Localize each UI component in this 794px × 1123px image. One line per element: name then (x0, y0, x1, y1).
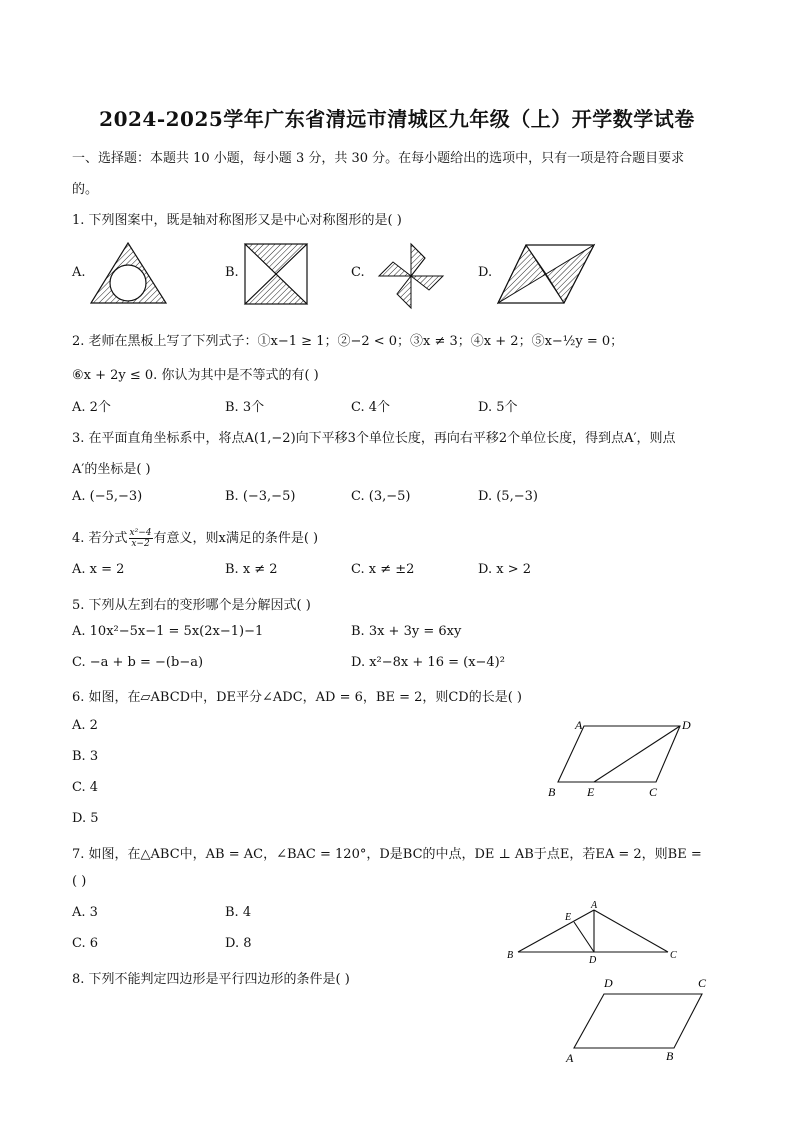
q8-label-c: C (698, 976, 707, 990)
q7-label-b: B (507, 950, 514, 961)
q3-option-a: A. (−5,−3) (72, 489, 143, 504)
q1-stem: 1. 下列图案中，既是轴对称图形又是中心对称图形的是( ) (72, 213, 402, 228)
q6-label-b: B (548, 785, 556, 799)
q3-line2: A′的坐标是( ) (72, 462, 151, 477)
q6-parallelogram-figure (540, 712, 710, 802)
q1-figure-d (496, 243, 596, 305)
q1-figure-a (88, 240, 170, 306)
q1-figure-b (243, 242, 309, 306)
q7-line2: ( ) (72, 874, 87, 889)
q6-option-c: C. 4 (72, 780, 99, 795)
q7-label-d: D (589, 955, 597, 966)
q5-option-b: B. 3x + 3y = 6xy (351, 624, 462, 639)
q3-option-c: C. (3,−5) (351, 489, 411, 504)
q4-option-b: B. x ≠ 2 (225, 562, 278, 577)
q7-label-a: A (591, 900, 598, 911)
q6-option-a: A. 2 (72, 718, 98, 733)
q7-option-d: D. 8 (225, 936, 252, 951)
q4-option-a: A. x = 2 (72, 562, 125, 577)
q6-label-a: A (575, 718, 583, 732)
q3-line1: 3. 在平面直角坐标系中，将点A(1,−2)向下平移3个单位长度，再向右平移2个单位长度，得到点A′，则点 (72, 431, 676, 446)
q5-option-a: A. 10x²−5x−1 = 5x(2x−1)−1 (72, 624, 264, 639)
q7-label-e: E (565, 912, 572, 923)
q2-line2: ⑥x + 2y ≤ 0. 你认为其中是不等式的有( ) (72, 368, 319, 383)
q5-option-c: C. −a + b = −(b−a) (72, 655, 204, 670)
q4-denominator: x−2 (131, 539, 150, 549)
q7-triangle-figure (502, 896, 687, 966)
q4-option-c: C. x ≠ ±2 (351, 562, 415, 577)
q2-option-d: D. 5个 (478, 400, 518, 415)
q6-label-e: E (587, 785, 595, 799)
q7-option-a: A. 3 (72, 905, 98, 920)
q6-option-d: D. 5 (72, 811, 99, 826)
q6-label-c: C (649, 785, 658, 799)
q8-parallelogram-figure (560, 972, 720, 1067)
section-instructions-line1: 一、选择题：本题共 10 小题，每小题 3 分，共 30 分。在每小题给出的选项中，只有一项是符合题目要求 (72, 151, 685, 166)
q4-suffix: 有意义，则x满足的条件是( ) (153, 531, 319, 546)
q7-line1: 7. 如图，在△ABC中，AB = AC，∠BAC = 120°，D是BC的中点，DE ⊥ AB于点E，若EA = 2，则BE = (72, 847, 702, 862)
q8-stem: 8. 下列不能判定四边形是平行四边形的条件是( ) (72, 972, 350, 987)
q1-option-b: B. (225, 265, 239, 280)
q1-option-c: C. (351, 265, 365, 280)
q4-option-d: D. x > 2 (478, 562, 531, 577)
q8-label-a: A (566, 1051, 574, 1065)
q4-prefix: 4. 若分式 (72, 531, 128, 546)
q7-option-c: C. 6 (72, 936, 99, 951)
q6-label-d: D (682, 718, 691, 732)
q1-figure-c (371, 236, 451, 316)
q4-stem (72, 527, 318, 549)
page-title: 2024-2025学年广东省清远市清城区九年级（上）开学数学试卷 (99, 107, 695, 131)
q7-label-c: C (670, 950, 677, 961)
q3-option-b: B. (−3,−5) (225, 489, 296, 504)
q5-stem: 5. 下列从左到右的变形哪个是分解因式( ) (72, 598, 311, 613)
q2-option-b: B. 3个 (225, 400, 265, 415)
q2-option-c: C. 4个 (351, 400, 391, 415)
q8-label-b: B (666, 1049, 674, 1063)
q2-line1: 2. 老师在黑板上写了下列式子：①x−1 ≥ 1；②−2 < 0；③x ≠ 3；④x + 2；⑤x−½y = 0； (72, 334, 624, 349)
q1-option-d: D. (478, 265, 493, 280)
q7-option-b: B. 4 (225, 905, 252, 920)
q2-option-a: A. 2个 (72, 400, 111, 415)
q4-numerator: x²−4 (129, 528, 152, 538)
q6-stem: 6. 如图，在▱ABCD中，DE平分∠ADC，AD = 6，BE = 2，则CD的长是( ) (72, 690, 523, 705)
section-instructions-line2: 的。 (72, 182, 99, 197)
q6-option-b: B. 3 (72, 749, 99, 764)
q4-fraction (129, 528, 153, 549)
q5-option-d: D. x²−8x + 16 = (x−4)² (351, 655, 505, 670)
q1-option-a: A. (72, 265, 86, 280)
q8-label-d: D (604, 976, 613, 990)
q3-option-d: D. (5,−3) (478, 489, 538, 504)
